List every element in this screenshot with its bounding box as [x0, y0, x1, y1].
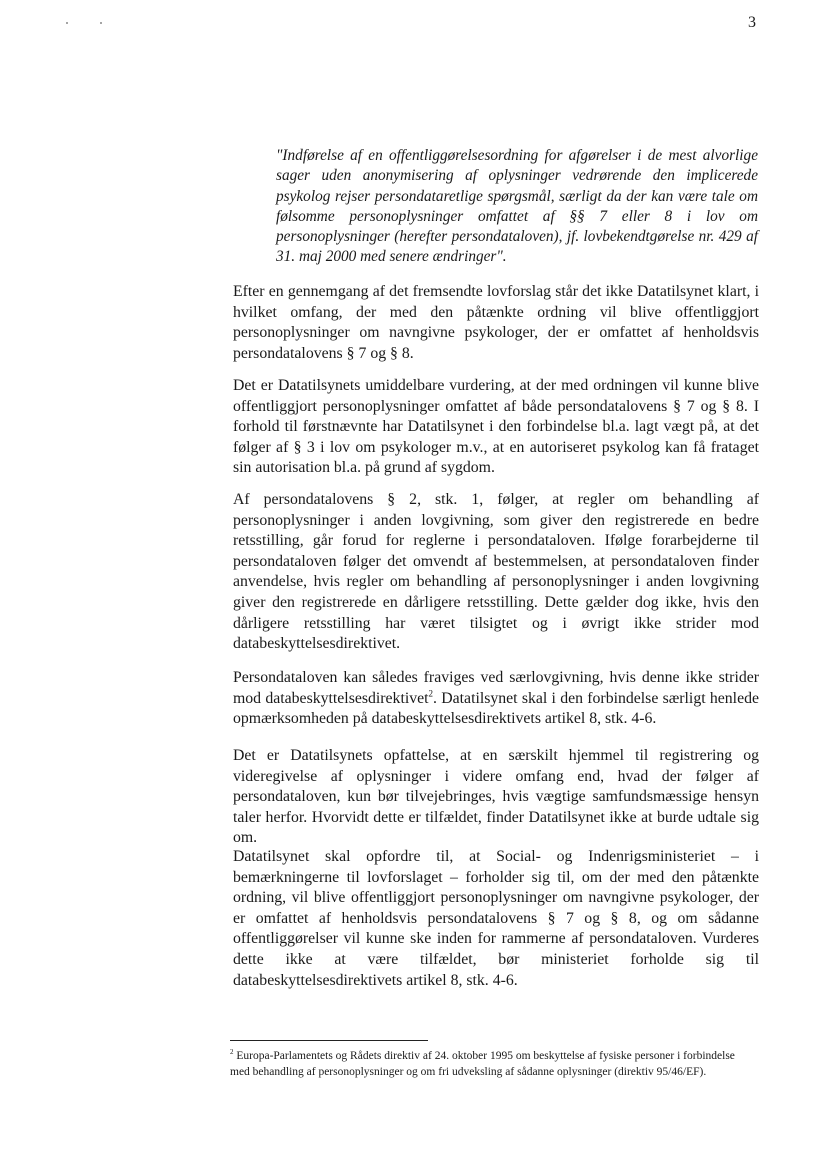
paragraph-5: Det er Datatilsynets opfattelse, at en særskilt hjemmel til registrering og videregivelse af oplysninger i videre omfang end, hvad der følger af persondataloven, kun bør tilvejebringes, hvis vægtige samfundsmæssige hensyn taler herfor. Hvorvidt dette er tilfældet, finder Datatilsynet ikke at burde udtale sig om. — [233, 747, 759, 847]
paragraph-4-text-end: . Datatilsynet skal i den forbindelse særligt henlede opmærksomheden på databeskyttelsesdirektivets artikel 8, stk. 4-6. — [233, 689, 759, 728]
quoted-passage: "Indførelse af en offentliggørelsesordning for afgørelser i de mest alvorlige sager uden anonymisering af oplysninger vedrørende den implicerede psykolog rejser persondataretlige spørgsmål, særligt da der kan være tale om følsomme personoplysninger omfattet af §§ 7 eller 8 i lov om personoplysninger (herefter persondataloven), jf. lovbekendtgørelse nr. 429 af 31. maj 2000 med senere ændringer". — [276, 147, 758, 266]
paragraph-4 — [233, 668, 759, 730]
footnote-marker: 2 — [230, 1048, 234, 1057]
scan-artifact-dot — [100, 22, 102, 24]
paragraph-2: Det er Datatilsynets umiddelbare vurdering, at der med ordningen vil kunne blive offentliggjort personoplysninger omfattet af både persondatalovens § 7 og § 8. I forhold til førstnævnte har Datatilsynet i den forbindelse bl.a. lagt vægt på, at det følger af § 3 i lov om psykologer m.v., at en autoriseret psykolog kan få frataget sin autorisation bl.a. på grund af sygdom. — [233, 377, 759, 477]
footnote — [230, 1049, 745, 1080]
paragraph-6: Datatilsynet skal opfordre til, at Social- og Indenrigsministeriet – i bemærkningerne til lovforslaget – forholder sig til, om der med den påtænkte ordning, vil blive offentliggjort personoplysninger om navngivne psykologer, der er omfattet af henholdsvis persondatalovens § 7 og § 8, og om sådanne offentliggørelser vil kunne ske inden for rammerne af persondataloven. Vurderes dette ikke at være tilfældet, bør ministeriet forholde sig til databeskyttelsesdirektivets artikel 8, stk. 4-6. — [233, 848, 759, 989]
paragraph-3: Af persondatalovens § 2, stk. 1, følger, at regler om behandling af personoplysninger i anden lovgivning, som giver den registrerede en bedre retsstilling, går forud for reglerne i persondataloven. Ifølge forarbejderne til persondataloven følger det omvendt af bestemmelsen, at persondataloven finder anvendelse, hvis regler om behandling af personoplysninger i anden lovgivning giver den registrerede en dårligere retsstilling. Dette gælder dog ikke, hvis den dårligere retsstilling har været tilsigtet og i øvrigt ikke strider mod databeskyttelsesdirektivet. — [233, 491, 759, 653]
footnote-reference: 2 — [428, 688, 434, 699]
footnote-separator — [230, 1040, 428, 1041]
scan-artifact-dot — [66, 22, 68, 24]
paragraph-1: Efter en gennemgang af det fremsendte lovforslag står det ikke Datatilsynet klart, i hvilket omfang, der med den påtænkte ordning vil blive offentliggjort personoplysninger om navngivne psykologer, der er omfattet af henholdsvis persondatalovens § 7 og § 8. — [233, 283, 759, 362]
page-number: 3 — [748, 14, 756, 31]
footnote-text: Europa-Parlamentets og Rådets direktiv af 24. oktober 1995 om beskyttelse af fysiske personer i forbindelse med behandling af personoplysninger og om fri udveksling af sådanne oplysninger (direktiv 95/46/EF). — [230, 1050, 735, 1078]
paragraph-4-text-start: Persondataloven kan således fraviges ved særlovgivning, hvis denne ikke strider mod databeskyttelsesdirektivet — [233, 669, 759, 707]
